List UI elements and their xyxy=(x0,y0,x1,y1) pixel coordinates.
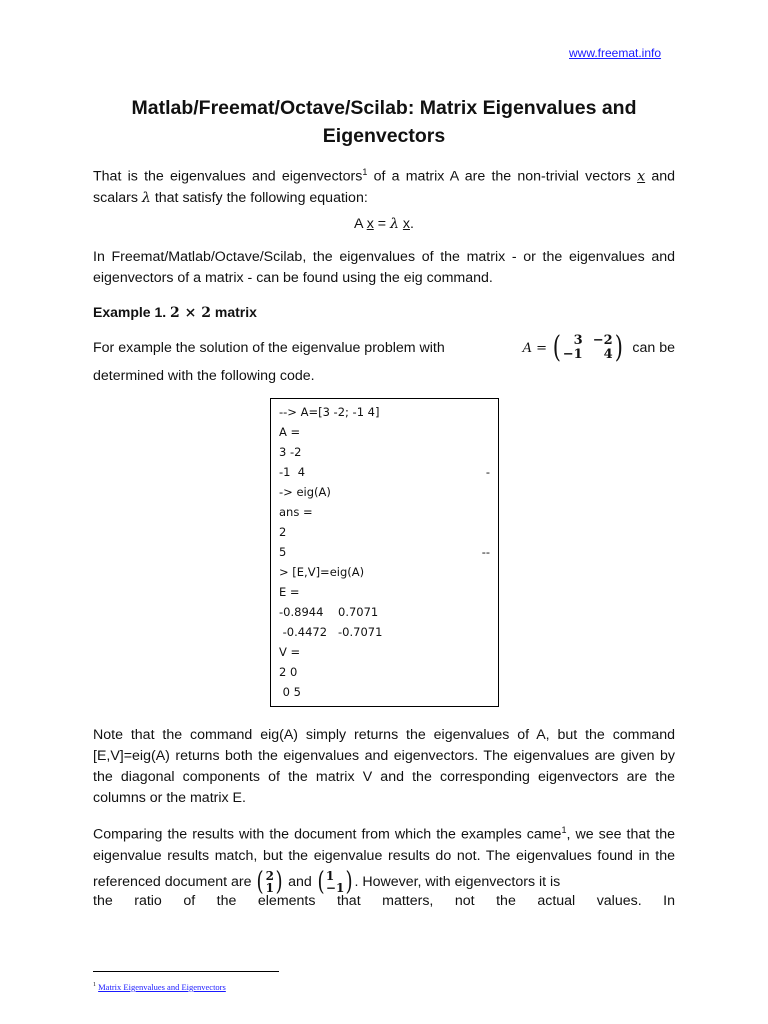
header-link[interactable]: www.freemat.info xyxy=(569,46,662,60)
intro-text-b: of a matrix A are the non-trivial vectors xyxy=(367,168,638,185)
footnote-link[interactable]: Matrix Eigenvalues and Eigenvectors xyxy=(98,982,226,992)
eq-A: A xyxy=(354,216,363,232)
paragraph-eig-command: In Freemat/Matlab/Octave/Scilab, the eigenvalues of the matrix - or the eigenvalues and eigenvectors of a matrix - can be found using the eig command. xyxy=(93,249,675,286)
code-line xyxy=(279,682,490,702)
vector-cell: 1 xyxy=(325,868,335,883)
vector-cell: 2 xyxy=(265,868,274,883)
code-block xyxy=(270,398,499,707)
code-line xyxy=(279,522,490,542)
eq-lambda: λ xyxy=(389,216,399,232)
intro-text-a: That is the eigenvalues and eigenvectors xyxy=(93,168,363,185)
code-text: A = xyxy=(279,425,301,439)
footnote-number: 1 xyxy=(93,982,96,989)
code-line xyxy=(279,402,490,422)
right-paren-icon: ) xyxy=(345,866,353,897)
intro-paragraph xyxy=(93,162,675,209)
footnote xyxy=(93,982,226,992)
footnote-ref: 1 xyxy=(362,167,368,177)
paragraph-example-intro-2: determined with the following code. xyxy=(93,368,315,384)
code-tail: - xyxy=(485,465,490,479)
code-text: > [E,V]=eig(A) xyxy=(279,565,365,579)
example-suffix: matrix xyxy=(211,304,257,320)
eigen-equation xyxy=(0,216,768,232)
example-prefix: Example 1. xyxy=(93,304,171,320)
comparison-text-c: . However, with eigenvectors it is xyxy=(354,873,561,890)
code-text: -0.4472 -0.7071 xyxy=(279,625,383,639)
vector-x: x xyxy=(637,168,646,185)
code-line xyxy=(279,642,490,662)
footnote-divider xyxy=(93,971,279,972)
title-line-2: Eigenvectors xyxy=(322,125,446,147)
example-intro-text-b: can be xyxy=(632,339,675,356)
code-line xyxy=(279,482,490,502)
code-text: -0.8944 0.7071 xyxy=(279,605,379,619)
left-paren-icon: ( xyxy=(317,866,325,897)
matrix-cell: 3 xyxy=(573,333,583,348)
intro-text-d: that satisfy the following equation: xyxy=(150,189,368,206)
title-line-1: Matlab/Freemat/Octave/Scilab: Matrix Eigenvalues and xyxy=(131,97,637,119)
code-line xyxy=(279,502,490,522)
matrix-cell: −2 xyxy=(592,333,613,348)
example-heading xyxy=(93,304,257,321)
comparison-and: and xyxy=(288,873,312,890)
code-text: V = xyxy=(279,645,301,659)
code-text: E = xyxy=(279,585,300,599)
eq-end: . xyxy=(410,216,414,232)
code-line xyxy=(279,422,490,442)
eq-equals: = xyxy=(373,216,390,232)
footnote-ref: 1 xyxy=(561,825,567,835)
matrix-A xyxy=(551,330,624,365)
code-line xyxy=(279,562,490,582)
code-text: 5 xyxy=(279,545,287,559)
code-text: 3 -2 xyxy=(279,445,302,459)
page-title xyxy=(60,94,708,150)
matrix-cell: −1 xyxy=(562,347,583,362)
vector-cell: 1 xyxy=(265,880,274,895)
intro-text-c: and scalars xyxy=(93,168,675,206)
left-paren-icon: ( xyxy=(257,866,265,897)
code-text: 2 0 xyxy=(279,665,298,679)
paragraph-example-intro xyxy=(93,330,675,365)
eq-x2: x xyxy=(402,216,410,232)
eq-x1: x xyxy=(366,216,374,232)
matrix-cell: 4 xyxy=(603,347,613,362)
code-tail: -- xyxy=(481,545,490,559)
code-text: ans = xyxy=(279,505,313,519)
code-text: 2 xyxy=(279,525,287,539)
code-line xyxy=(279,462,490,482)
comparison-text-a: Comparing the results with the document from which the examples came xyxy=(93,826,562,843)
code-text: -> eig(A) xyxy=(279,485,331,499)
code-line xyxy=(279,442,490,462)
code-line xyxy=(279,662,490,682)
code-text: 0 5 xyxy=(279,685,301,699)
example-math: 2 × 2 xyxy=(170,305,212,321)
right-paren-icon: ) xyxy=(614,330,623,365)
paragraph-comparison xyxy=(93,820,675,897)
paragraph-note: Note that the command eig(A) simply returns the eigenvalues of A, but the command [E,V]=eig(A) returns both the eigenvalues and eigenvectors. The eigenvalues are given by the diagonal components of the matrix V and the corresponding eigenvectors are the columns or the matrix E. xyxy=(93,727,675,806)
code-text: --> A=[3 -2; -1 4] xyxy=(279,405,380,419)
example-intro-text: For example the solution of the eigenvalue problem with xyxy=(93,339,445,356)
code-line xyxy=(279,622,490,642)
lambda-symbol: λ xyxy=(141,189,151,206)
right-paren-icon: ) xyxy=(275,866,283,897)
code-line xyxy=(279,602,490,622)
matrix-A-label: A = xyxy=(522,340,548,356)
vector-cell: −1 xyxy=(325,880,345,895)
left-paren-icon: ( xyxy=(552,330,562,365)
paragraph-comparison-last: the ratio of the elements that matters, not the actual values. In xyxy=(93,893,675,909)
code-text: -1 4 xyxy=(279,465,306,479)
code-line xyxy=(279,542,490,562)
comparison-text-b: , we see that the eigenvalue results match, but the eigenvalue results do not. The eigenvalues found in the referenced document are xyxy=(93,826,675,890)
code-line xyxy=(279,582,490,602)
